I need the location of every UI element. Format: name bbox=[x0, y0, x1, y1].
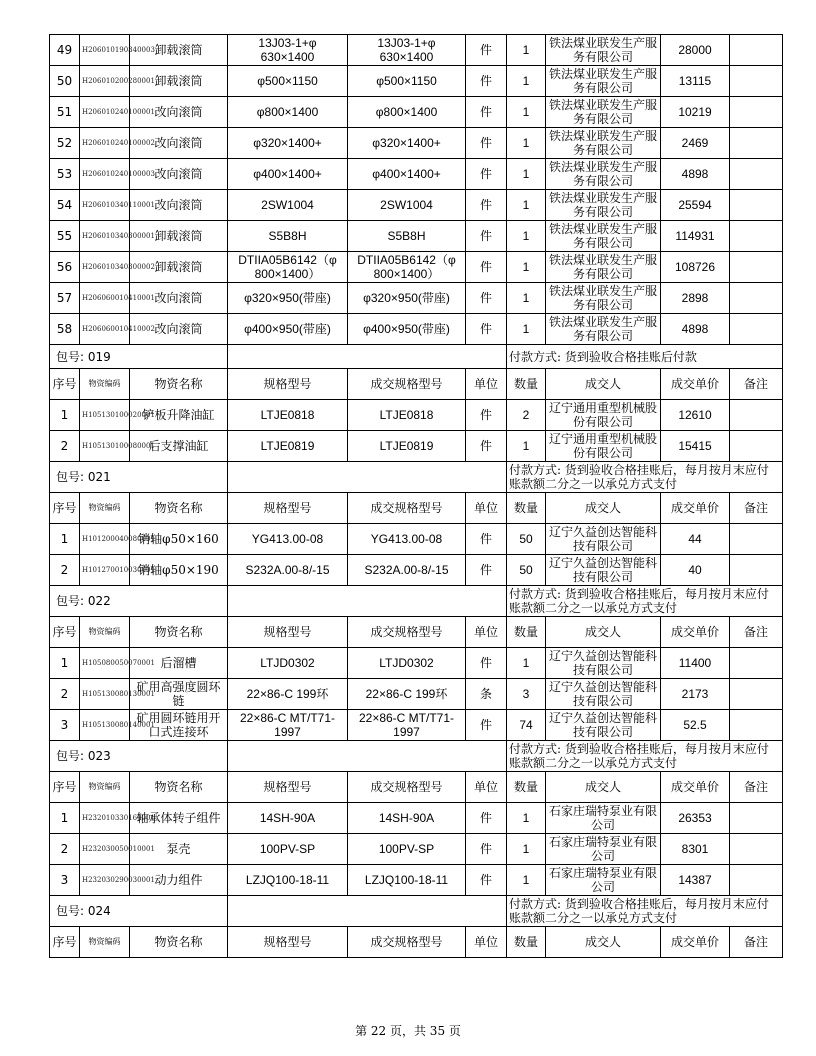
cell-code: H206010240100003 bbox=[80, 159, 130, 190]
cell-no: 57 bbox=[50, 283, 80, 314]
cell-qty: 1 bbox=[507, 190, 546, 221]
cell-price: 114931 bbox=[661, 221, 730, 252]
cell-price: 25594 bbox=[661, 190, 730, 221]
cell-remark bbox=[730, 679, 783, 710]
cell-remark bbox=[730, 314, 783, 345]
cell-code: H101200040080001 bbox=[80, 524, 130, 555]
header-deal-spec: 成交规格型号 bbox=[348, 369, 466, 400]
table-row bbox=[50, 159, 783, 190]
cell-no: 1 bbox=[50, 524, 80, 555]
cell-code: H206010240100001 bbox=[80, 97, 130, 128]
package-blank bbox=[228, 586, 507, 617]
cell-deal-spec: φ400×950(带座) bbox=[348, 314, 466, 345]
cell-qty: 1 bbox=[507, 803, 546, 834]
cell-name: 轴承体转子组件 bbox=[130, 803, 228, 834]
header-price: 成交单价 bbox=[661, 772, 730, 803]
table-row bbox=[50, 314, 783, 345]
cell-qty: 3 bbox=[507, 679, 546, 710]
cell-price: 2469 bbox=[661, 128, 730, 159]
header-price: 成交单价 bbox=[661, 493, 730, 524]
cell-seller: 铁法煤业联发生产服务有限公司 bbox=[546, 128, 661, 159]
cell-no: 49 bbox=[50, 35, 80, 66]
cell-code: H206010190340003 bbox=[80, 35, 130, 66]
table-row bbox=[50, 190, 783, 221]
cell-deal-spec: 13J03-1+φ 630×1400 bbox=[348, 35, 466, 66]
cell-qty: 1 bbox=[507, 128, 546, 159]
cell-spec: 14SH-90A bbox=[228, 803, 348, 834]
header-unit: 单位 bbox=[466, 369, 507, 400]
table-row bbox=[50, 97, 783, 128]
header-seller: 成交人 bbox=[546, 493, 661, 524]
cell-deal-spec: φ400×1400+ bbox=[348, 159, 466, 190]
cell-unit: 件 bbox=[466, 252, 507, 283]
cell-remark bbox=[730, 834, 783, 865]
header-seller: 成交人 bbox=[546, 369, 661, 400]
header-price: 成交单价 bbox=[661, 927, 730, 958]
cell-seller: 铁法煤业联发生产服务有限公司 bbox=[546, 221, 661, 252]
header-seller: 成交人 bbox=[546, 617, 661, 648]
cell-no: 1 bbox=[50, 803, 80, 834]
cell-seller: 铁法煤业联发生产服务有限公司 bbox=[546, 35, 661, 66]
cell-remark bbox=[730, 648, 783, 679]
cell-name: 后支撑油缸 bbox=[130, 431, 228, 462]
header-name: 物资名称 bbox=[130, 369, 228, 400]
table-row bbox=[50, 710, 783, 741]
table-row bbox=[50, 221, 783, 252]
cell-spec: 2SW1004 bbox=[228, 190, 348, 221]
cell-remark bbox=[730, 97, 783, 128]
cell-code: H105130100020001 bbox=[80, 400, 130, 431]
package-row bbox=[50, 345, 783, 369]
cell-seller: 铁法煤业联发生产服务有限公司 bbox=[546, 97, 661, 128]
table-row bbox=[50, 283, 783, 314]
cell-unit: 件 bbox=[466, 128, 507, 159]
cell-remark bbox=[730, 128, 783, 159]
table-row bbox=[50, 679, 783, 710]
header-unit: 单位 bbox=[466, 927, 507, 958]
cell-name: 动力组件 bbox=[130, 865, 228, 896]
cell-spec: LTJE0818 bbox=[228, 400, 348, 431]
cell-qty: 1 bbox=[507, 283, 546, 314]
cell-spec: YG413.00-08 bbox=[228, 524, 348, 555]
package-row bbox=[50, 896, 783, 927]
cell-seller: 辽宁久益创达智能科技有限公司 bbox=[546, 648, 661, 679]
cell-name: 销轴φ50×160 bbox=[130, 524, 228, 555]
header-deal-spec: 成交规格型号 bbox=[348, 772, 466, 803]
cell-deal-spec: S232A.00-8/-15 bbox=[348, 555, 466, 586]
header-deal-spec: 成交规格型号 bbox=[348, 617, 466, 648]
cell-unit: 件 bbox=[466, 648, 507, 679]
cell-name: 卸载滚筒 bbox=[130, 35, 228, 66]
cell-remark bbox=[730, 400, 783, 431]
payment-terms: 付款方式: 货到验收合格挂账后，每月按月末应付账款额二分之一以承兑方式支付 bbox=[507, 462, 783, 493]
table-row bbox=[50, 834, 783, 865]
cell-unit: 件 bbox=[466, 190, 507, 221]
cell-spec: LTJE0819 bbox=[228, 431, 348, 462]
cell-spec: DTIIA05B6142（φ 800×1400） bbox=[228, 252, 348, 283]
cell-spec: 22×86-C 199环 bbox=[228, 679, 348, 710]
cell-qty: 1 bbox=[507, 648, 546, 679]
cell-unit: 件 bbox=[466, 66, 507, 97]
cell-unit: 件 bbox=[466, 159, 507, 190]
cell-code: H206010240100002 bbox=[80, 128, 130, 159]
cell-qty: 50 bbox=[507, 555, 546, 586]
cell-spec: 100PV-SP bbox=[228, 834, 348, 865]
package-row bbox=[50, 741, 783, 772]
cell-seller: 铁法煤业联发生产服务有限公司 bbox=[546, 314, 661, 345]
header-name: 物资名称 bbox=[130, 772, 228, 803]
cell-no: 51 bbox=[50, 97, 80, 128]
cell-qty: 1 bbox=[507, 865, 546, 896]
cell-price: 12610 bbox=[661, 400, 730, 431]
cell-remark bbox=[730, 190, 783, 221]
table-row bbox=[50, 865, 783, 896]
cell-seller: 铁法煤业联发生产服务有限公司 bbox=[546, 190, 661, 221]
cell-name: 卸载滚筒 bbox=[130, 221, 228, 252]
cell-remark bbox=[730, 710, 783, 741]
cell-name: 销轴φ50×190 bbox=[130, 555, 228, 586]
cell-remark bbox=[730, 66, 783, 97]
header-remark: 备注 bbox=[730, 772, 783, 803]
header-remark: 备注 bbox=[730, 617, 783, 648]
cell-name: 矿用高强度圆环链 bbox=[130, 679, 228, 710]
cell-remark bbox=[730, 865, 783, 896]
cell-spec: φ400×950(带座) bbox=[228, 314, 348, 345]
cell-code: H232030050010001 bbox=[80, 834, 130, 865]
cell-remark bbox=[730, 431, 783, 462]
cell-name: 矿用圆环链用开口式连接环 bbox=[130, 710, 228, 741]
header-row bbox=[50, 617, 783, 648]
cell-price: 26353 bbox=[661, 803, 730, 834]
header-spec: 规格型号 bbox=[228, 493, 348, 524]
cell-price: 28000 bbox=[661, 35, 730, 66]
package-number: 包号: 019 bbox=[50, 345, 228, 369]
cell-spec: S5B8H bbox=[228, 221, 348, 252]
header-qty: 数量 bbox=[507, 617, 546, 648]
cell-deal-spec: LTJD0302 bbox=[348, 648, 466, 679]
header-spec: 规格型号 bbox=[228, 772, 348, 803]
cell-price: 4898 bbox=[661, 314, 730, 345]
cell-qty: 1 bbox=[507, 834, 546, 865]
header-code: 物资编码 bbox=[80, 493, 130, 524]
cell-spec: φ320×950(带座) bbox=[228, 283, 348, 314]
cell-spec: LTJD0302 bbox=[228, 648, 348, 679]
package-row bbox=[50, 586, 783, 617]
cell-qty: 1 bbox=[507, 66, 546, 97]
cell-name: 卸载滚筒 bbox=[130, 66, 228, 97]
header-code: 物资编码 bbox=[80, 772, 130, 803]
cell-remark bbox=[730, 524, 783, 555]
cell-remark bbox=[730, 283, 783, 314]
page-footer: 第 22 页，共 35 页 bbox=[355, 1024, 461, 1038]
cell-code: H206010340300001 bbox=[80, 221, 130, 252]
cell-unit: 条 bbox=[466, 679, 507, 710]
payment-terms: 付款方式: 货到验收合格挂账后，每月按月末应付账款额二分之一以承兑方式支付 bbox=[507, 586, 783, 617]
cell-seller: 辽宁久益创达智能科技有限公司 bbox=[546, 555, 661, 586]
cell-seller: 铁法煤业联发生产服务有限公司 bbox=[546, 159, 661, 190]
cell-no: 1 bbox=[50, 400, 80, 431]
cell-unit: 件 bbox=[466, 400, 507, 431]
cell-price: 52.5 bbox=[661, 710, 730, 741]
cell-spec: 13J03-1+φ 630×1400 bbox=[228, 35, 348, 66]
header-qty: 数量 bbox=[507, 369, 546, 400]
header-no: 序号 bbox=[50, 617, 80, 648]
cell-qty: 1 bbox=[507, 314, 546, 345]
cell-seller: 辽宁久益创达智能科技有限公司 bbox=[546, 524, 661, 555]
cell-price: 40 bbox=[661, 555, 730, 586]
cell-deal-spec: DTIIA05B6142（φ 800×1400） bbox=[348, 252, 466, 283]
cell-code: H232010330160001 bbox=[80, 803, 130, 834]
header-name: 物资名称 bbox=[130, 617, 228, 648]
cell-code: H101270010030001 bbox=[80, 555, 130, 586]
cell-price: 13115 bbox=[661, 66, 730, 97]
cell-no: 3 bbox=[50, 865, 80, 896]
table-row bbox=[50, 431, 783, 462]
cell-no: 50 bbox=[50, 66, 80, 97]
header-no: 序号 bbox=[50, 493, 80, 524]
cell-deal-spec: YG413.00-08 bbox=[348, 524, 466, 555]
cell-unit: 件 bbox=[466, 431, 507, 462]
cell-name: 改向滚筒 bbox=[130, 283, 228, 314]
package-number: 包号: 021 bbox=[50, 462, 228, 493]
cell-deal-spec: 22×86-C 199环 bbox=[348, 679, 466, 710]
cell-deal-spec: LTJE0818 bbox=[348, 400, 466, 431]
header-price: 成交单价 bbox=[661, 617, 730, 648]
cell-name: 卸载滚筒 bbox=[130, 252, 228, 283]
cell-deal-spec: φ800×1400 bbox=[348, 97, 466, 128]
package-blank bbox=[228, 741, 507, 772]
cell-spec: S232A.00-8/-15 bbox=[228, 555, 348, 586]
header-code: 物资编码 bbox=[80, 369, 130, 400]
cell-no: 3 bbox=[50, 710, 80, 741]
cell-code: H206010340300002 bbox=[80, 252, 130, 283]
cell-seller: 辽宁通用重型机械股份有限公司 bbox=[546, 431, 661, 462]
cell-code: H206060010410001 bbox=[80, 283, 130, 314]
cell-deal-spec: 100PV-SP bbox=[348, 834, 466, 865]
header-seller: 成交人 bbox=[546, 772, 661, 803]
table-row bbox=[50, 66, 783, 97]
package-blank bbox=[228, 896, 507, 927]
cell-spec: 22×86-C MT/T71-1997 bbox=[228, 710, 348, 741]
cell-price: 10219 bbox=[661, 97, 730, 128]
cell-name: 后溜槽 bbox=[130, 648, 228, 679]
cell-price: 4898 bbox=[661, 159, 730, 190]
cell-code: H206010200280001 bbox=[80, 66, 130, 97]
payment-terms: 付款方式: 货到验收合格挂账后，每月按月末应付账款额二分之一以承兑方式支付 bbox=[507, 741, 783, 772]
cell-deal-spec: φ320×1400+ bbox=[348, 128, 466, 159]
cell-no: 56 bbox=[50, 252, 80, 283]
cell-seller: 辽宁通用重型机械股份有限公司 bbox=[546, 400, 661, 431]
header-unit: 单位 bbox=[466, 772, 507, 803]
header-spec: 规格型号 bbox=[228, 927, 348, 958]
package-number: 包号: 023 bbox=[50, 741, 228, 772]
header-no: 序号 bbox=[50, 772, 80, 803]
header-price: 成交单价 bbox=[661, 369, 730, 400]
cell-code: H105130100080001 bbox=[80, 431, 130, 462]
package-row bbox=[50, 462, 783, 493]
cell-price: 2898 bbox=[661, 283, 730, 314]
cell-no: 55 bbox=[50, 221, 80, 252]
cell-qty: 1 bbox=[507, 252, 546, 283]
cell-name: 改向滚筒 bbox=[130, 97, 228, 128]
cell-unit: 件 bbox=[466, 555, 507, 586]
cell-unit: 件 bbox=[466, 803, 507, 834]
header-unit: 单位 bbox=[466, 493, 507, 524]
cell-unit: 件 bbox=[466, 221, 507, 252]
cell-seller: 铁法煤业联发生产服务有限公司 bbox=[546, 66, 661, 97]
cell-name: 改向滚筒 bbox=[130, 314, 228, 345]
cell-deal-spec: LZJQ100-18-11 bbox=[348, 865, 466, 896]
header-code: 物资编码 bbox=[80, 927, 130, 958]
cell-spec: φ400×1400+ bbox=[228, 159, 348, 190]
cell-deal-spec: 14SH-90A bbox=[348, 803, 466, 834]
cell-name: 改向滚筒 bbox=[130, 190, 228, 221]
header-remark: 备注 bbox=[730, 493, 783, 524]
cell-unit: 件 bbox=[466, 710, 507, 741]
cell-code: H206060010410002 bbox=[80, 314, 130, 345]
cell-unit: 件 bbox=[466, 834, 507, 865]
cell-no: 1 bbox=[50, 648, 80, 679]
cell-remark bbox=[730, 555, 783, 586]
cell-qty: 1 bbox=[507, 35, 546, 66]
cell-deal-spec: S5B8H bbox=[348, 221, 466, 252]
cell-unit: 件 bbox=[466, 283, 507, 314]
cell-remark bbox=[730, 803, 783, 834]
cell-price: 44 bbox=[661, 524, 730, 555]
table-row bbox=[50, 524, 783, 555]
cell-name: 铲板升降油缸 bbox=[130, 400, 228, 431]
cell-price: 2173 bbox=[661, 679, 730, 710]
table-row bbox=[50, 648, 783, 679]
cell-unit: 件 bbox=[466, 865, 507, 896]
cell-qty: 1 bbox=[507, 159, 546, 190]
cell-no: 53 bbox=[50, 159, 80, 190]
cell-price: 15415 bbox=[661, 431, 730, 462]
cell-remark bbox=[730, 252, 783, 283]
cell-spec: φ800×1400 bbox=[228, 97, 348, 128]
cell-price: 11400 bbox=[661, 648, 730, 679]
table-row bbox=[50, 128, 783, 159]
package-number: 包号: 022 bbox=[50, 586, 228, 617]
cell-no: 2 bbox=[50, 431, 80, 462]
cell-unit: 件 bbox=[466, 97, 507, 128]
cell-seller: 石家庄瑞特泵业有限公司 bbox=[546, 865, 661, 896]
header-code: 物资编码 bbox=[80, 617, 130, 648]
table-row bbox=[50, 35, 783, 66]
payment-terms: 付款方式: 货到验收合格挂账后，每月按月末应付账款额二分之一以承兑方式支付 bbox=[507, 896, 783, 927]
cell-seller: 石家庄瑞特泵业有限公司 bbox=[546, 803, 661, 834]
cell-code: H206010340110001 bbox=[80, 190, 130, 221]
cell-no: 52 bbox=[50, 128, 80, 159]
cell-deal-spec: φ500×1150 bbox=[348, 66, 466, 97]
cell-qty: 1 bbox=[507, 97, 546, 128]
payment-terms: 付款方式: 货到验收合格挂账后付款 bbox=[507, 345, 783, 369]
cell-price: 8301 bbox=[661, 834, 730, 865]
cell-qty: 2 bbox=[507, 400, 546, 431]
cell-unit: 件 bbox=[466, 35, 507, 66]
cell-price: 108726 bbox=[661, 252, 730, 283]
cell-no: 58 bbox=[50, 314, 80, 345]
header-row bbox=[50, 369, 783, 400]
cell-no: 54 bbox=[50, 190, 80, 221]
header-unit: 单位 bbox=[466, 617, 507, 648]
cell-no: 2 bbox=[50, 834, 80, 865]
cell-remark bbox=[730, 35, 783, 66]
package-number: 包号: 024 bbox=[50, 896, 228, 927]
cell-deal-spec: φ320×950(带座) bbox=[348, 283, 466, 314]
header-remark: 备注 bbox=[730, 927, 783, 958]
header-row bbox=[50, 493, 783, 524]
cell-code: H232030290030001 bbox=[80, 865, 130, 896]
cell-spec: φ320×1400+ bbox=[228, 128, 348, 159]
cell-code: H105130080130001 bbox=[80, 679, 130, 710]
header-spec: 规格型号 bbox=[228, 369, 348, 400]
cell-unit: 件 bbox=[466, 524, 507, 555]
header-qty: 数量 bbox=[507, 927, 546, 958]
header-seller: 成交人 bbox=[546, 927, 661, 958]
cell-seller: 辽宁久益创达智能科技有限公司 bbox=[546, 710, 661, 741]
cell-name: 泵壳 bbox=[130, 834, 228, 865]
header-no: 序号 bbox=[50, 927, 80, 958]
header-row bbox=[50, 927, 783, 958]
cell-deal-spec: 2SW1004 bbox=[348, 190, 466, 221]
cell-spec: LZJQ100-18-11 bbox=[228, 865, 348, 896]
header-deal-spec: 成交规格型号 bbox=[348, 927, 466, 958]
cell-remark bbox=[730, 221, 783, 252]
package-blank bbox=[228, 345, 507, 369]
cell-qty: 74 bbox=[507, 710, 546, 741]
header-spec: 规格型号 bbox=[228, 617, 348, 648]
cell-deal-spec: 22×86-C MT/T71-1997 bbox=[348, 710, 466, 741]
cell-seller: 铁法煤业联发生产服务有限公司 bbox=[546, 252, 661, 283]
header-qty: 数量 bbox=[507, 493, 546, 524]
header-deal-spec: 成交规格型号 bbox=[348, 493, 466, 524]
cell-seller: 铁法煤业联发生产服务有限公司 bbox=[546, 283, 661, 314]
cell-deal-spec: LTJE0819 bbox=[348, 431, 466, 462]
table-row bbox=[50, 555, 783, 586]
header-qty: 数量 bbox=[507, 772, 546, 803]
table-row bbox=[50, 803, 783, 834]
cell-spec: φ500×1150 bbox=[228, 66, 348, 97]
cell-unit: 件 bbox=[466, 314, 507, 345]
cell-name: 改向滚筒 bbox=[130, 159, 228, 190]
header-row bbox=[50, 772, 783, 803]
header-remark: 备注 bbox=[730, 369, 783, 400]
table-row bbox=[50, 252, 783, 283]
procurement-table bbox=[49, 34, 783, 958]
header-name: 物资名称 bbox=[130, 927, 228, 958]
cell-remark bbox=[730, 159, 783, 190]
cell-no: 2 bbox=[50, 679, 80, 710]
cell-qty: 1 bbox=[507, 221, 546, 252]
cell-name: 改向滚筒 bbox=[130, 128, 228, 159]
cell-code: H105080050070001 bbox=[80, 648, 130, 679]
table-row bbox=[50, 400, 783, 431]
cell-seller: 石家庄瑞特泵业有限公司 bbox=[546, 834, 661, 865]
header-no: 序号 bbox=[50, 369, 80, 400]
cell-qty: 1 bbox=[507, 431, 546, 462]
cell-seller: 辽宁久益创达智能科技有限公司 bbox=[546, 679, 661, 710]
cell-no: 2 bbox=[50, 555, 80, 586]
cell-code: H105130080140001 bbox=[80, 710, 130, 741]
cell-price: 14387 bbox=[661, 865, 730, 896]
header-name: 物资名称 bbox=[130, 493, 228, 524]
cell-qty: 50 bbox=[507, 524, 546, 555]
package-blank bbox=[228, 462, 507, 493]
